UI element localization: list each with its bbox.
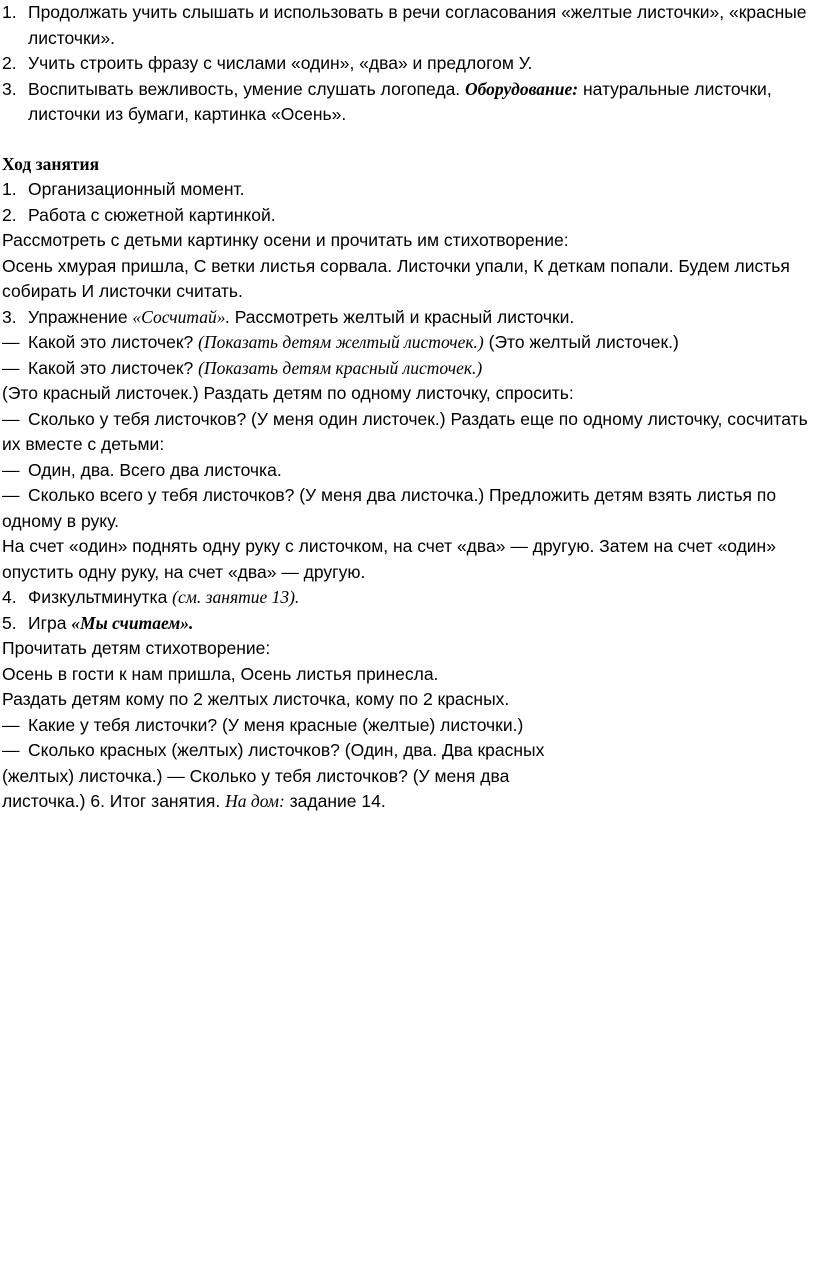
dash-mark: — (2, 740, 20, 760)
goal-item (2, 0, 812, 51)
lesson-step (2, 611, 812, 637)
answer-text: (Это желтый листочек.) (483, 332, 679, 352)
dialogue-line (2, 356, 812, 382)
dialogue-text: Сколько всего у тебя листочков? (У меня два листочка.) Предложить детям взять листья по одному в руку. (2, 485, 777, 531)
step-prefix: Упражнение (28, 306, 133, 327)
paragraph: (Это красный листочек.) Раздать детям по одному листочку, спросить: (2, 383, 574, 403)
goal-number: 2. (2, 53, 17, 73)
goal-text: Продолжать учить слышать и использовать в речи согласования «желтые листочки», «красные листочки». (28, 2, 807, 48)
step-number: 3. (2, 306, 17, 327)
dialogue-line (2, 330, 812, 356)
dash-mark: — (2, 332, 20, 352)
dash-mark: — (2, 714, 20, 735)
step-note: (см. занятие 13). (172, 587, 300, 607)
step-number: 1. (2, 179, 17, 199)
step-number: 4. (2, 587, 17, 607)
goal-item (2, 51, 812, 77)
paragraph: Рассмотреть с детьми картинку осени и прочитать им стихотворение: (2, 230, 569, 250)
dash-mark: — (2, 408, 20, 429)
dash-mark: — (2, 459, 20, 480)
closing-text: листочка.) 6. Итог занятия. (2, 791, 226, 811)
dialogue-text: Один, два. Всего два листочка. (28, 459, 282, 480)
poem-paragraph: Осень хмурая пришла, С ветки листья сорвала. Листочки упали, К деткам попали. Будем листья собирать И листочки считать. (2, 255, 790, 301)
spacer (2, 128, 812, 152)
paragraph: На счет «один» поднять одну руку с листочком, на счет «два» — другую. Затем на счет «один» опустить одну руку, на счет «два» — другую. (2, 536, 776, 582)
equipment-text: натуральные листочки, листочки из бумаги, картинка «Осень». (28, 78, 772, 124)
paragraph: Раздать детям кому по 2 желтых листочка, кому по 2 красных. (2, 689, 510, 709)
dialogue-line (2, 407, 812, 458)
dialogue-line (2, 738, 812, 764)
exercise-title: «Сосчитай». (132, 306, 230, 327)
step-number: 5. (2, 612, 17, 633)
section-heading: Ход занятия (2, 153, 100, 174)
dialogue-line (2, 483, 812, 534)
dash-mark: — (2, 485, 20, 505)
paragraph: Прочитать детям стихотворение: (2, 638, 271, 658)
dialogue-text: Сколько у тебя листочков? (У меня один листочек.) Раздать еще по одному листочку, сосчитать их вместе с детьми: (2, 408, 808, 454)
step-prefix: Игра (28, 612, 72, 633)
step-text: Работа с сюжетной картинкой. (28, 204, 276, 225)
lesson-step (2, 305, 812, 331)
instruction-note: (Показать детям красный листочек.) (198, 357, 483, 378)
lesson-step (2, 203, 812, 229)
step-text: Организационный момент. (28, 179, 245, 199)
dialogue-line (2, 458, 812, 484)
dialogue-continuation: (желтых) листочка.) — Сколько у тебя листочков? (У меня два (2, 765, 510, 786)
lesson-step (2, 177, 812, 203)
goals-list (2, 0, 812, 128)
goal-text: Воспитывать вежливость, умение слушать логопеда. (28, 78, 466, 99)
dialogue-continuation (2, 789, 812, 815)
homework-label: На дом: (225, 791, 285, 811)
step-text: Физкультминутка (28, 587, 173, 607)
question-text: Какой это листочек? (28, 357, 199, 378)
goal-number: 1. (2, 2, 17, 22)
dialogue-text: Сколько красных (желтых) листочков? (Один, два. Два красных (28, 740, 545, 760)
goal-text: Учить строить фразу с числами «один», «два» и предлогом У. (28, 53, 533, 73)
goal-item (2, 77, 812, 128)
dialogue-text: Какие у тебя листочки? (У меня красные (желтые) листочки.) (28, 714, 524, 735)
lesson-step (2, 585, 812, 611)
step-text: Рассмотреть желтый и красный листочки. (229, 306, 575, 327)
dialogue-line (2, 713, 812, 739)
game-title: «Мы считаем». (71, 612, 194, 633)
dash-mark: — (2, 357, 20, 378)
equipment-label: Оборудование: (465, 78, 579, 99)
poem-paragraph: Осень в гости к нам пришла, Осень листья принесла. (2, 663, 439, 684)
instruction-note: (Показать детям желтый листочек.) (198, 332, 484, 352)
homework-text: задание 14. (284, 791, 386, 811)
goal-number: 3. (2, 78, 17, 99)
question-text: Какой это листочек? (28, 332, 199, 352)
step-number: 2. (2, 204, 17, 225)
